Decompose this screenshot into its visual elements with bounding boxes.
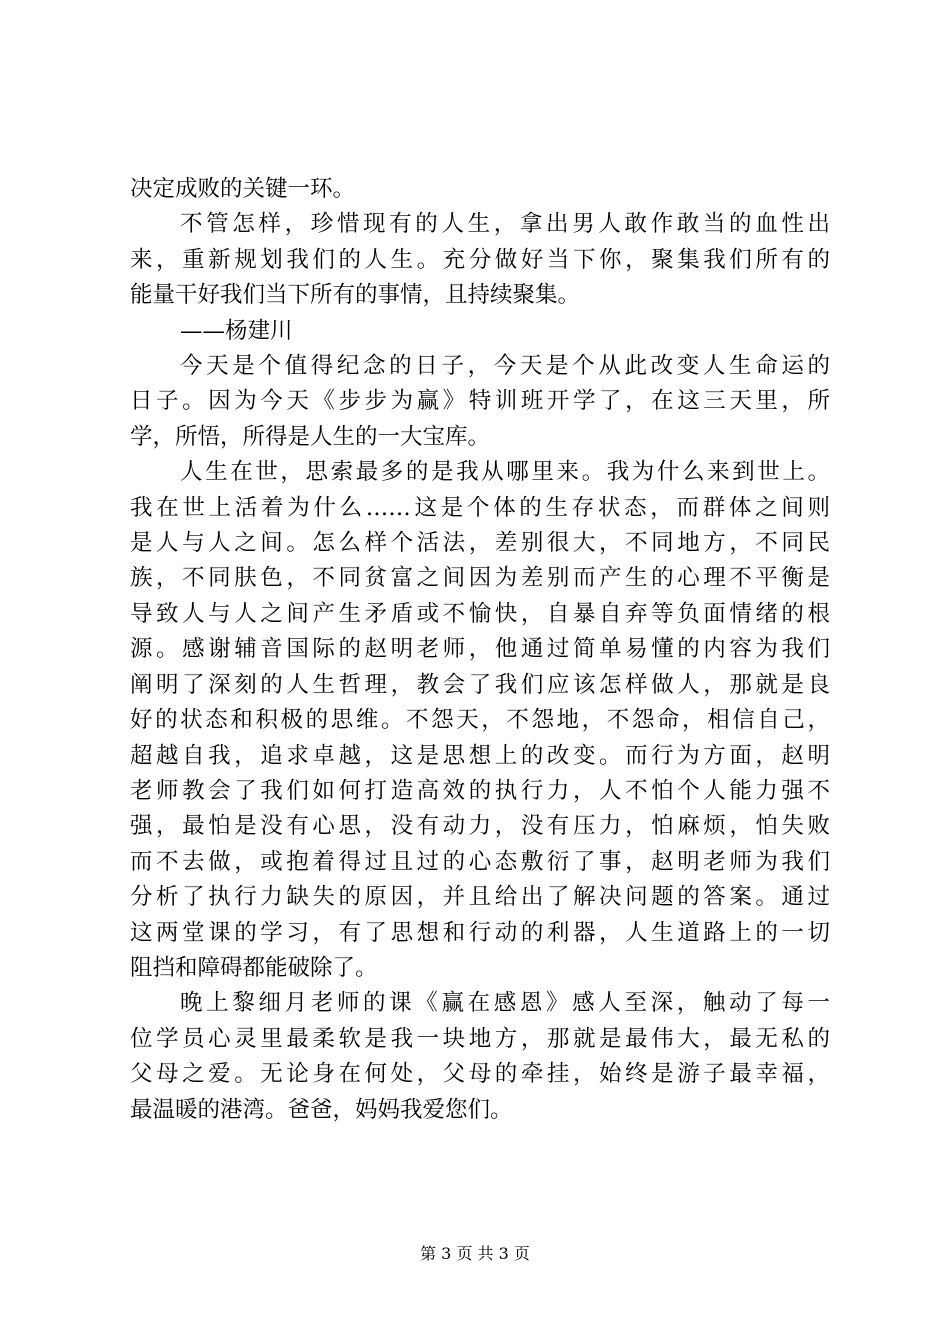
text-line: 分析了执行力缺失的原因，并且给出了解决问题的答案。通过 <box>130 884 830 911</box>
text-line: 日子。因为今天《步步为赢》特训班开学了，在这三天里，所 <box>130 388 830 415</box>
text-line: 位学员心灵里最柔软是我一块地方，那就是最伟大，最无私的 <box>130 1025 830 1052</box>
body-text <box>130 172 830 1128</box>
text-line: 源。感谢辅音国际的赵明老师，他通过简单易懂的内容为我们 <box>130 636 830 663</box>
text-line: 能量干好我们当下所有的事情，且持续聚集。 <box>130 282 581 309</box>
text-line: 超越自我，追求卓越，这是思想上的改变。而行为方面，赵明 <box>130 742 830 769</box>
text-line: 强，最怕是没有心思，没有动力，没有压力，怕麻烦，怕失败 <box>130 813 830 840</box>
page-footer: 第 3 页 共 3 页 <box>420 1244 530 1263</box>
text-line: 是人与人之间。怎么样个活法，差别很大，不同地方，不同民 <box>130 530 830 557</box>
text-line: 学，所悟，所得是人生的一大宝库。 <box>130 423 491 450</box>
text-line: 我在世上活着为什么……这是个体的生存状态，而群体之间则 <box>130 494 830 521</box>
text-line: 阻挡和障碍都能破除了。 <box>130 954 378 981</box>
text-line: 来，重新规划我们的人生。充分做好当下你，聚集我们所有的 <box>130 246 830 273</box>
text-line: 不管怎样，珍惜现有的人生，拿出男人敢作敢当的血性出 <box>180 211 830 238</box>
text-line: 族，不同肤色，不同贫富之间因为差别而产生的心理不平衡是 <box>130 565 830 592</box>
text-line: 人生在世，思索最多的是我从哪里来。我为什么来到世上。 <box>180 459 830 486</box>
text-line: 今天是个值得纪念的日子，今天是个从此改变人生命运的 <box>180 353 830 380</box>
text-line: 而不去做，或抱着得过且过的心态敷衍了事，赵明老师为我们 <box>130 848 830 875</box>
text-line: 父母之爱。无论身在何处，父母的牵挂，始终是游子最幸福， <box>130 1061 830 1088</box>
text-line: 导致人与人之间产生矛盾或不愉快，自暴自弃等负面情绪的根 <box>130 600 830 627</box>
text-line: 晚上黎细月老师的课《赢在感恩》感人至深，触动了每一 <box>180 990 830 1017</box>
text-line: 老师教会了我们如何打造高效的执行力，人不怕个人能力强不 <box>130 777 830 804</box>
text-line: ——杨建川 <box>180 317 293 344</box>
text-line: 好的状态和积极的思维。不怨天，不怨地，不怨命，相信自己， <box>130 707 830 734</box>
text-line: 决定成败的关键一环。 <box>130 176 356 202</box>
text-line: 这两堂课的学习，有了思想和行动的利器，人生道路上的一切 <box>130 919 830 946</box>
text-line: 阐明了深刻的人生哲理，教会了我们应该怎样做人，那就是良 <box>130 671 830 698</box>
text-line: 最温暖的港湾。爸爸，妈妈我爱您们。 <box>130 1096 513 1123</box>
